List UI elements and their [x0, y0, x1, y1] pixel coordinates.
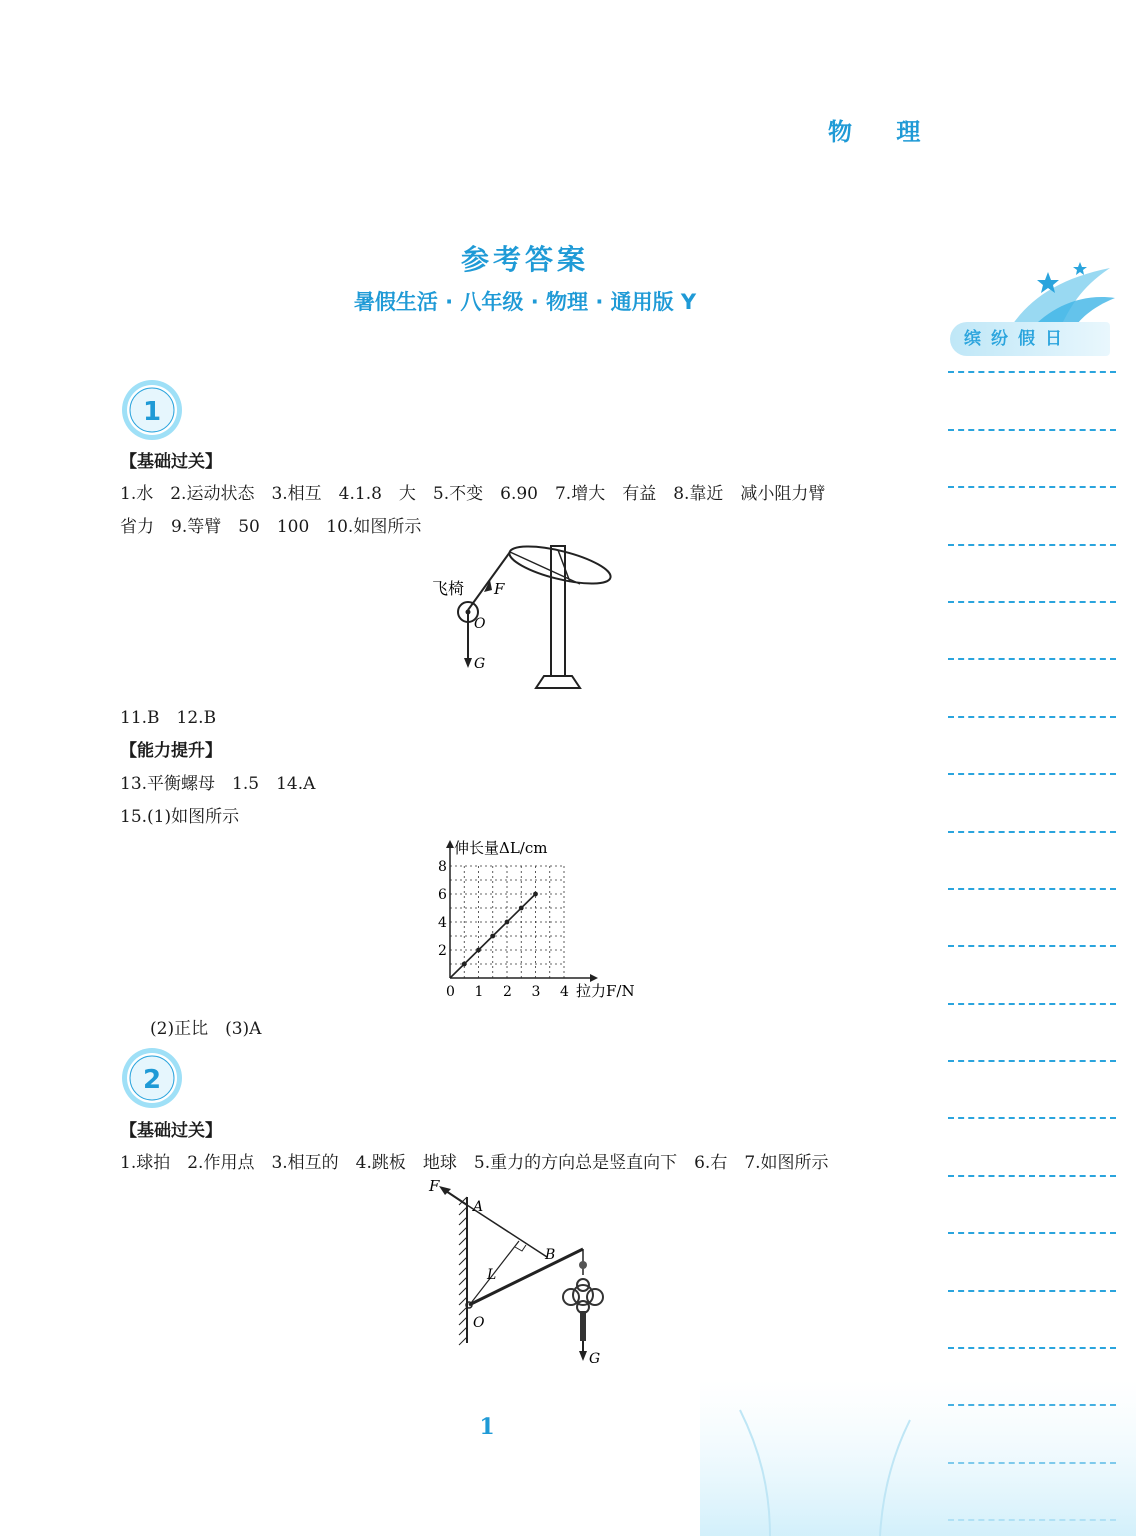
note-line: [948, 775, 1116, 832]
data-point: [462, 962, 467, 967]
data-point: [505, 920, 510, 925]
unit-badge-number: 2: [142, 1065, 162, 1095]
unit-badge-2: [120, 1046, 184, 1110]
answer-line: 1.水 2.运动状态 3.相互 4.1.8 大 5.不变 6.90 7.增大 有益 8.靠近 减小阻力臂: [120, 484, 826, 504]
note-line: [948, 316, 1116, 373]
note-line: [948, 431, 1116, 488]
x-tick-label: 4: [560, 984, 569, 1000]
answer-line: 1.球拍 2.作用点 3.相互的 4.跳板 地球 5.重力的方向总是竖直向下 6.右 7.如图所示: [120, 1153, 829, 1173]
force-label: F: [429, 1177, 440, 1195]
answer-line: (2)正比 (3)A: [150, 1019, 262, 1039]
answer-line: 省力 9.等臂 50 100 10.如图所示: [120, 517, 422, 537]
x-tick-label: 1: [474, 984, 484, 1000]
section-heading-advanced: 【能力提升】: [120, 741, 222, 761]
y-tick-label: 8: [438, 859, 447, 875]
brand-label: 缤纷假日: [950, 322, 1110, 356]
data-point: [533, 892, 538, 897]
section-heading-basic: 【基础过关】: [120, 452, 222, 472]
chair-label: 飞椅: [432, 579, 465, 598]
x-axis-arrow: [590, 974, 598, 982]
gravity-label: G: [474, 656, 486, 672]
note-line: [948, 1292, 1116, 1349]
chart-ylabel: 伸长量ΔL/cm: [454, 839, 548, 857]
y-axis-arrow: [446, 840, 454, 848]
bottom-decoration: [700, 1380, 1136, 1536]
pivot-label: O: [474, 616, 486, 632]
x-tick-label: 2: [503, 984, 512, 1000]
point-b-label: B: [545, 1247, 556, 1263]
note-line: [948, 1119, 1116, 1176]
data-point: [476, 948, 481, 953]
subject-header: 物 理: [828, 118, 939, 146]
y-tick-label: 2: [438, 943, 447, 959]
gravity-label: G: [589, 1351, 601, 1367]
y-tick-label: 4: [438, 915, 447, 931]
chart-xlabel: 拉力F/N: [576, 982, 635, 1000]
note-line: [948, 373, 1116, 430]
note-lines: [948, 316, 1116, 1521]
note-line: [948, 1005, 1116, 1062]
force-label: F: [494, 580, 505, 598]
note-line: [948, 488, 1116, 545]
chart-stretch-force: [430, 832, 650, 1002]
page-subtitle: 暑假生活 · 八年级 · 物理 · 通用版 Y: [353, 290, 697, 314]
note-line: [948, 603, 1116, 660]
note-line: [948, 890, 1116, 947]
point-a-label: A: [473, 1199, 484, 1215]
note-line: [948, 1177, 1116, 1234]
note-line: [948, 947, 1116, 1004]
unit-badge-1: [120, 378, 184, 442]
page-number: 1: [479, 1414, 495, 1440]
answer-line: 15.(1)如图所示: [120, 807, 240, 827]
note-line: [948, 546, 1116, 603]
figure-wall-lever: [425, 1175, 625, 1370]
data-point: [519, 906, 524, 911]
answer-line: 13.平衡螺母 1.5 14.A: [120, 774, 316, 794]
note-line: [948, 718, 1116, 775]
unit-badge-number: 1: [142, 397, 162, 427]
data-point: [490, 934, 495, 939]
answer-line: 11.B 12.B: [120, 708, 217, 728]
note-line: [948, 1234, 1116, 1291]
x-tick-label: 0: [446, 984, 455, 1000]
note-line: [948, 1062, 1116, 1119]
y-tick-label: 6: [438, 887, 447, 903]
figure-flying-chair: [430, 540, 620, 690]
x-tick-label: 3: [531, 984, 541, 1000]
note-line: [948, 660, 1116, 717]
pivot-o-label: O: [473, 1315, 485, 1331]
arm-l-label: L: [487, 1267, 497, 1283]
page-title: 参考答案: [460, 243, 589, 276]
note-line: [948, 833, 1116, 890]
section-heading-basic: 【基础过关】: [120, 1121, 222, 1141]
